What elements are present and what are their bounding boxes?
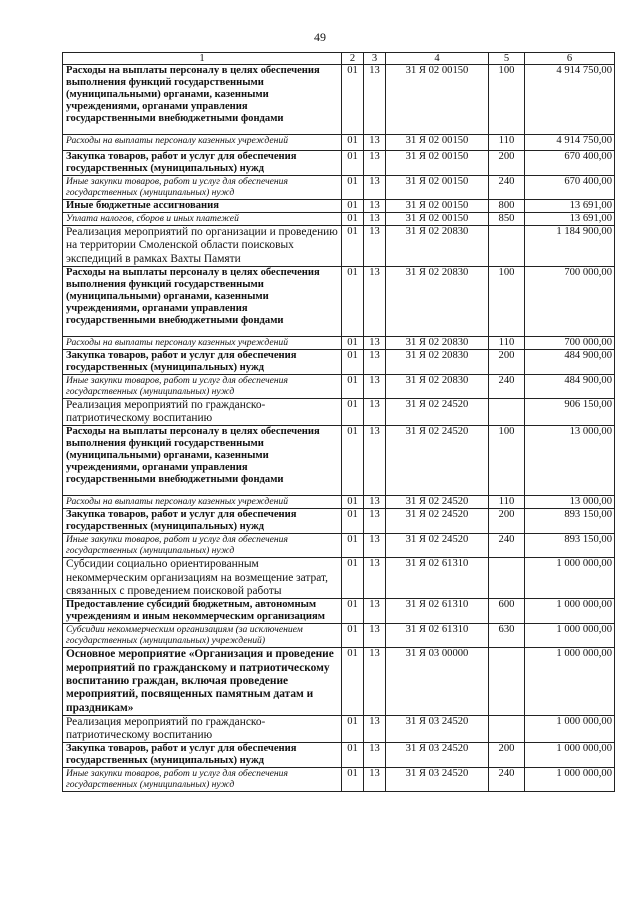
row-section: 01 bbox=[342, 496, 364, 509]
row-expense-type: 200 bbox=[489, 743, 525, 768]
column-header-subsection: 3 bbox=[364, 53, 386, 65]
row-section: 01 bbox=[342, 374, 364, 398]
row-section: 01 bbox=[342, 743, 364, 768]
row-section: 01 bbox=[342, 151, 364, 176]
row-subsection: 13 bbox=[364, 743, 386, 768]
row-expense-type: 100 bbox=[489, 266, 525, 336]
row-subsection: 13 bbox=[364, 398, 386, 426]
row-expense-type: 110 bbox=[489, 336, 525, 349]
row-subsection: 13 bbox=[364, 213, 386, 226]
row-section: 01 bbox=[342, 226, 364, 267]
table-row bbox=[63, 648, 615, 715]
row-target-article: 31 Я 03 24520 bbox=[386, 743, 489, 768]
row-amount: 484 900,00 bbox=[525, 374, 615, 398]
row-section: 01 bbox=[342, 135, 364, 151]
row-subsection: 13 bbox=[364, 176, 386, 200]
row-section: 01 bbox=[342, 336, 364, 349]
row-name: Реализация мероприятий по гражданско-патриотическому воспитанию bbox=[63, 398, 342, 426]
row-subsection: 13 bbox=[364, 349, 386, 374]
row-name: Основное мероприятие «Организация и проведение мероприятий по гражданскому и патриотическому воспитанию граждан, включая проведение мероприятий, посвященных памятным датам и праздникам» bbox=[63, 648, 342, 715]
row-amount: 670 400,00 bbox=[525, 151, 615, 176]
row-amount: 4 914 750,00 bbox=[525, 135, 615, 151]
table-row bbox=[63, 135, 615, 151]
row-expense-type: 110 bbox=[489, 496, 525, 509]
table-row bbox=[63, 599, 615, 624]
column-header-name: 1 bbox=[63, 53, 342, 65]
row-section: 01 bbox=[342, 558, 364, 599]
row-target-article: 31 Я 03 24520 bbox=[386, 715, 489, 743]
row-amount: 1 000 000,00 bbox=[525, 715, 615, 743]
row-name: Закупка товаров, работ и услуг для обеспечения государственных (муниципальных) нужд bbox=[63, 151, 342, 176]
row-target-article: 31 Я 02 20830 bbox=[386, 374, 489, 398]
row-target-article: 31 Я 02 00150 bbox=[386, 213, 489, 226]
row-amount: 1 000 000,00 bbox=[525, 648, 615, 715]
row-name: Закупка товаров, работ и услуг для обеспечения государственных (муниципальных) нужд bbox=[63, 349, 342, 374]
row-section: 01 bbox=[342, 648, 364, 715]
row-subsection: 13 bbox=[364, 336, 386, 349]
row-amount: 893 150,00 bbox=[525, 534, 615, 558]
row-subsection: 13 bbox=[364, 426, 386, 496]
table-row bbox=[63, 534, 615, 558]
table-row bbox=[63, 349, 615, 374]
row-amount: 13 000,00 bbox=[525, 496, 615, 509]
table-row bbox=[63, 624, 615, 648]
row-amount: 13 000,00 bbox=[525, 426, 615, 496]
budget-table-body bbox=[63, 53, 615, 792]
table-row bbox=[63, 336, 615, 349]
row-expense-type: 240 bbox=[489, 768, 525, 792]
row-target-article: 31 Я 03 24520 bbox=[386, 768, 489, 792]
row-name: Иные бюджетные ассигнования bbox=[63, 200, 342, 213]
row-expense-type: 800 bbox=[489, 200, 525, 213]
row-subsection: 13 bbox=[364, 266, 386, 336]
row-subsection: 13 bbox=[364, 496, 386, 509]
row-name: Расходы на выплаты персоналу казенных учреждений bbox=[63, 135, 342, 151]
table-row bbox=[63, 65, 615, 135]
row-section: 01 bbox=[342, 509, 364, 534]
row-name: Закупка товаров, работ и услуг для обеспечения государственных (муниципальных) нужд bbox=[63, 509, 342, 534]
row-section: 01 bbox=[342, 534, 364, 558]
row-target-article: 31 Я 02 24520 bbox=[386, 496, 489, 509]
table-row bbox=[63, 200, 615, 213]
table-row bbox=[63, 226, 615, 267]
row-amount: 4 914 750,00 bbox=[525, 65, 615, 135]
row-section: 01 bbox=[342, 624, 364, 648]
row-expense-type: 110 bbox=[489, 135, 525, 151]
row-subsection: 13 bbox=[364, 509, 386, 534]
row-amount: 1 000 000,00 bbox=[525, 768, 615, 792]
row-name: Субсидии некоммерческим организациям (за исключением государственных (муниципальных) учреждений) bbox=[63, 624, 342, 648]
row-amount: 700 000,00 bbox=[525, 336, 615, 349]
row-target-article: 31 Я 02 20830 bbox=[386, 336, 489, 349]
table-row bbox=[63, 558, 615, 599]
row-target-article: 31 Я 02 61310 bbox=[386, 599, 489, 624]
row-section: 01 bbox=[342, 349, 364, 374]
row-name: Расходы на выплаты персоналу в целях обеспечения выполнения функций государственными (муниципальными) органами, казенными учреждениями, органами управления государственными внебюджетными фондами bbox=[63, 426, 342, 496]
row-name: Уплата налогов, сборов и иных платежей bbox=[63, 213, 342, 226]
row-amount: 1 000 000,00 bbox=[525, 743, 615, 768]
row-subsection: 13 bbox=[364, 768, 386, 792]
row-name: Закупка товаров, работ и услуг для обеспечения государственных (муниципальных) нужд bbox=[63, 743, 342, 768]
row-name: Расходы на выплаты персоналу казенных учреждений bbox=[63, 336, 342, 349]
row-expense-type bbox=[489, 558, 525, 599]
row-target-article: 31 Я 02 61310 bbox=[386, 558, 489, 599]
row-target-article: 31 Я 02 24520 bbox=[386, 398, 489, 426]
row-expense-type: 630 bbox=[489, 624, 525, 648]
row-target-article: 31 Я 02 00150 bbox=[386, 135, 489, 151]
row-target-article: 31 Я 02 20830 bbox=[386, 349, 489, 374]
row-name: Иные закупки товаров, работ и услуг для обеспечения государственных (муниципальных) нужд bbox=[63, 768, 342, 792]
table-row bbox=[63, 509, 615, 534]
row-name: Иные закупки товаров, работ и услуг для обеспечения государственных (муниципальных) нужд bbox=[63, 374, 342, 398]
row-name: Предоставление субсидий бюджетным, автономным учреждениям и иным некоммерческим организациям bbox=[63, 599, 342, 624]
row-expense-type: 200 bbox=[489, 349, 525, 374]
row-section: 01 bbox=[342, 715, 364, 743]
table-row bbox=[63, 715, 615, 743]
row-section: 01 bbox=[342, 266, 364, 336]
row-section: 01 bbox=[342, 768, 364, 792]
row-section: 01 bbox=[342, 426, 364, 496]
row-amount: 700 000,00 bbox=[525, 266, 615, 336]
row-subsection: 13 bbox=[364, 715, 386, 743]
row-subsection: 13 bbox=[364, 226, 386, 267]
row-subsection: 13 bbox=[364, 558, 386, 599]
row-expense-type: 240 bbox=[489, 176, 525, 200]
row-expense-type: 600 bbox=[489, 599, 525, 624]
budget-table bbox=[62, 52, 615, 792]
row-expense-type: 240 bbox=[489, 534, 525, 558]
column-header-section: 2 bbox=[342, 53, 364, 65]
row-target-article: 31 Я 02 61310 bbox=[386, 624, 489, 648]
row-name: Расходы на выплаты персоналу казенных учреждений bbox=[63, 496, 342, 509]
row-expense-type: 200 bbox=[489, 509, 525, 534]
row-subsection: 13 bbox=[364, 151, 386, 176]
row-amount: 13 691,00 bbox=[525, 200, 615, 213]
row-section: 01 bbox=[342, 599, 364, 624]
row-target-article: 31 Я 02 20830 bbox=[386, 226, 489, 267]
row-name: Расходы на выплаты персоналу в целях обеспечения выполнения функций государственными (муниципальными) органами, казенными учреждениями, органами управления государственными внебюджетными фондами bbox=[63, 65, 342, 135]
row-amount: 670 400,00 bbox=[525, 176, 615, 200]
row-expense-type bbox=[489, 398, 525, 426]
table-row bbox=[63, 374, 615, 398]
row-target-article: 31 Я 02 00150 bbox=[386, 65, 489, 135]
table-row bbox=[63, 176, 615, 200]
row-name: Расходы на выплаты персоналу в целях обеспечения выполнения функций государственными (муниципальными) органами, казенными учреждениями, органами управления государственными внебюджетными фондами bbox=[63, 266, 342, 336]
row-subsection: 13 bbox=[364, 599, 386, 624]
row-target-article: 31 Я 02 00150 bbox=[386, 200, 489, 213]
table-row bbox=[63, 213, 615, 226]
table-row bbox=[63, 151, 615, 176]
row-amount: 1 000 000,00 bbox=[525, 558, 615, 599]
row-target-article: 31 Я 02 00150 bbox=[386, 176, 489, 200]
row-subsection: 13 bbox=[364, 200, 386, 213]
row-section: 01 bbox=[342, 65, 364, 135]
row-amount: 893 150,00 bbox=[525, 509, 615, 534]
column-header-amount: 6 bbox=[525, 53, 615, 65]
column-header-target-article: 4 bbox=[386, 53, 489, 65]
row-subsection: 13 bbox=[364, 648, 386, 715]
row-expense-type: 100 bbox=[489, 426, 525, 496]
row-section: 01 bbox=[342, 200, 364, 213]
row-subsection: 13 bbox=[364, 534, 386, 558]
row-expense-type: 200 bbox=[489, 151, 525, 176]
row-target-article: 31 Я 02 20830 bbox=[386, 266, 489, 336]
row-target-article: 31 Я 03 00000 bbox=[386, 648, 489, 715]
row-expense-type: 240 bbox=[489, 374, 525, 398]
row-expense-type bbox=[489, 226, 525, 267]
row-subsection: 13 bbox=[364, 135, 386, 151]
row-target-article: 31 Я 02 24520 bbox=[386, 509, 489, 534]
row-expense-type: 100 bbox=[489, 65, 525, 135]
row-name: Реализация мероприятий по организации и проведению на территории Смоленской области поисковых экспедиций в рамках Вахты Памяти bbox=[63, 226, 342, 267]
row-amount: 13 691,00 bbox=[525, 213, 615, 226]
row-target-article: 31 Я 02 00150 bbox=[386, 151, 489, 176]
row-section: 01 bbox=[342, 398, 364, 426]
table-row bbox=[63, 743, 615, 768]
row-name: Субсидии социально ориентированным некоммерческим организациям на возмещение затрат, связанных с проведением поисковой работы bbox=[63, 558, 342, 599]
row-amount: 906 150,00 bbox=[525, 398, 615, 426]
table-row bbox=[63, 398, 615, 426]
row-amount: 484 900,00 bbox=[525, 349, 615, 374]
row-name: Иные закупки товаров, работ и услуг для обеспечения государственных (муниципальных) нужд bbox=[63, 176, 342, 200]
row-name: Иные закупки товаров, работ и услуг для обеспечения государственных (муниципальных) нужд bbox=[63, 534, 342, 558]
row-subsection: 13 bbox=[364, 374, 386, 398]
column-header-expense-type: 5 bbox=[489, 53, 525, 65]
row-subsection: 13 bbox=[364, 65, 386, 135]
table-row bbox=[63, 496, 615, 509]
page-number: 49 bbox=[314, 30, 326, 44]
row-amount: 1 000 000,00 bbox=[525, 624, 615, 648]
table-header-row bbox=[63, 53, 615, 65]
row-name: Реализация мероприятий по гражданско-патриотическому воспитанию bbox=[63, 715, 342, 743]
row-expense-type bbox=[489, 648, 525, 715]
row-target-article: 31 Я 02 24520 bbox=[386, 426, 489, 496]
row-subsection: 13 bbox=[364, 624, 386, 648]
row-expense-type: 850 bbox=[489, 213, 525, 226]
row-amount: 1 000 000,00 bbox=[525, 599, 615, 624]
row-amount: 1 184 900,00 bbox=[525, 226, 615, 267]
row-section: 01 bbox=[342, 213, 364, 226]
row-target-article: 31 Я 02 24520 bbox=[386, 534, 489, 558]
table-row bbox=[63, 426, 615, 496]
table-row bbox=[63, 768, 615, 792]
table-row bbox=[63, 266, 615, 336]
row-expense-type bbox=[489, 715, 525, 743]
row-section: 01 bbox=[342, 176, 364, 200]
